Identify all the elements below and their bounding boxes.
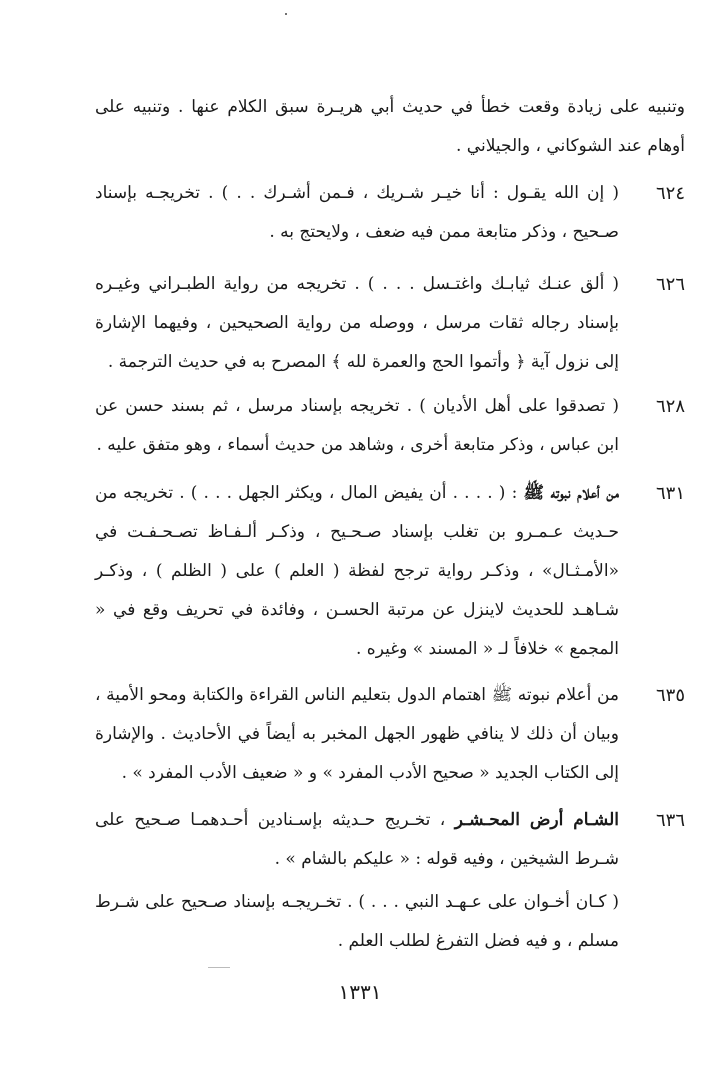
page-speck (285, 13, 287, 15)
page-speck (208, 967, 230, 968)
entry-text (95, 474, 619, 669)
entry-text (95, 801, 619, 879)
entry-631 (95, 474, 685, 669)
entry-text: من أعلام نبوته ﷺ اهتمام الدول بتعليم الناس القراءة والكتابة ومحو الأمية ، وبيان أن ذلك لا ينافي ظهور الجهل المخبر به أيضاً في الأحاديث . والإشارة إلى الكتاب الجديد « صحيح الأدب المفرد » و « ضعيف الأدب المفرد » . (95, 685, 619, 783)
entry-number: ٦٢٨ (655, 396, 685, 417)
entry-number: ٦٣١ (655, 483, 685, 504)
entry-number: ٦٢٦ (655, 274, 685, 295)
entry-title: من أعلام نبوته ﷺ (523, 483, 619, 503)
entry-number: ٦٣٦ (655, 810, 685, 831)
entry-title: الشـام أرض المحـشـر (454, 810, 619, 830)
entry-626 (95, 265, 685, 382)
entry-continuation (95, 88, 685, 166)
entry-624 (95, 174, 685, 252)
entry-text: ( تصدقوا على أهل الأديان ) . تخريجه بإسناد مرسل ، ثم بسند حسن عن ابن عباس ، وذكر متابعة أخرى ، وشاهد من حديث أسماء ، وهو متفق عليه . (95, 396, 619, 455)
entry-628 (95, 387, 685, 465)
entry-number: ٦٣٥ (655, 685, 685, 706)
entry-text: ( إن الله يقـول : أنا خيـر شـريك ، فـمن أشـرك . . ) . تخريجـه بإسناد صـحيح ، وذكر متابعة ممن فيه ضعف ، ولايحتج به . (95, 183, 619, 242)
entry-body: : ( . . . . أن يفيض المال ، ويكثر الجهل . . . ) . تخريجه من حـديث عـمـرو بن تغلب بإسناد صـحـيح ، وذكـر ألـفـاظ تصـحـفـت في «الأمـثـال» ، وذكـر رواية ترجح لفظة ( العلم ) على ( الظلم ) ، وذكـر شـاهـد للحديث لاينزل عن مرتبة الحسـن ، وفائدة في تحريف وقع في « المجمع » خلافاً لـ « المسند » وغيره . (95, 483, 619, 659)
entry-636 (95, 801, 685, 879)
entry-text: وتنبيه على زيادة وقعت خطأ في حديث أبي هريـرة سبق الكلام عنها . وتنبيه على أوهام عند الشوكاني ، والجيلاني . (95, 97, 685, 156)
page-number: ١٣٣١ (338, 980, 382, 1004)
entry-text: ( كـان أخـوان على عـهـد النبي . . . ) . تخـريجـه بإسناد صـحيح على شـرط مسلم ، و فيه فضل التفرغ لطلب العلم . (95, 892, 619, 951)
entry-unnumbered (95, 883, 685, 961)
entry-635 (95, 676, 685, 793)
entry-number: ٦٢٤ (655, 183, 685, 204)
entry-text: ( ألق عنـك ثيابـك واغتـسل . . . ) . تخريجه من رواية الطبـراني وغيـره بإسناد رجاله ثقات مرسل ، ووصله من رواية الصحيحين ، وفيهما الإشارة إلى نزول آية ﴿ وأتموا الحج والعمرة لله ﴾ المصرح به في حديث الترجمة . (95, 274, 619, 372)
entry-body: ، تخـريج حـديثه بإسـنادين أحـدهمـا صـحيح على شـرط الشيخين ، وفيه قوله : « عليكم بالشام » . (95, 810, 619, 869)
